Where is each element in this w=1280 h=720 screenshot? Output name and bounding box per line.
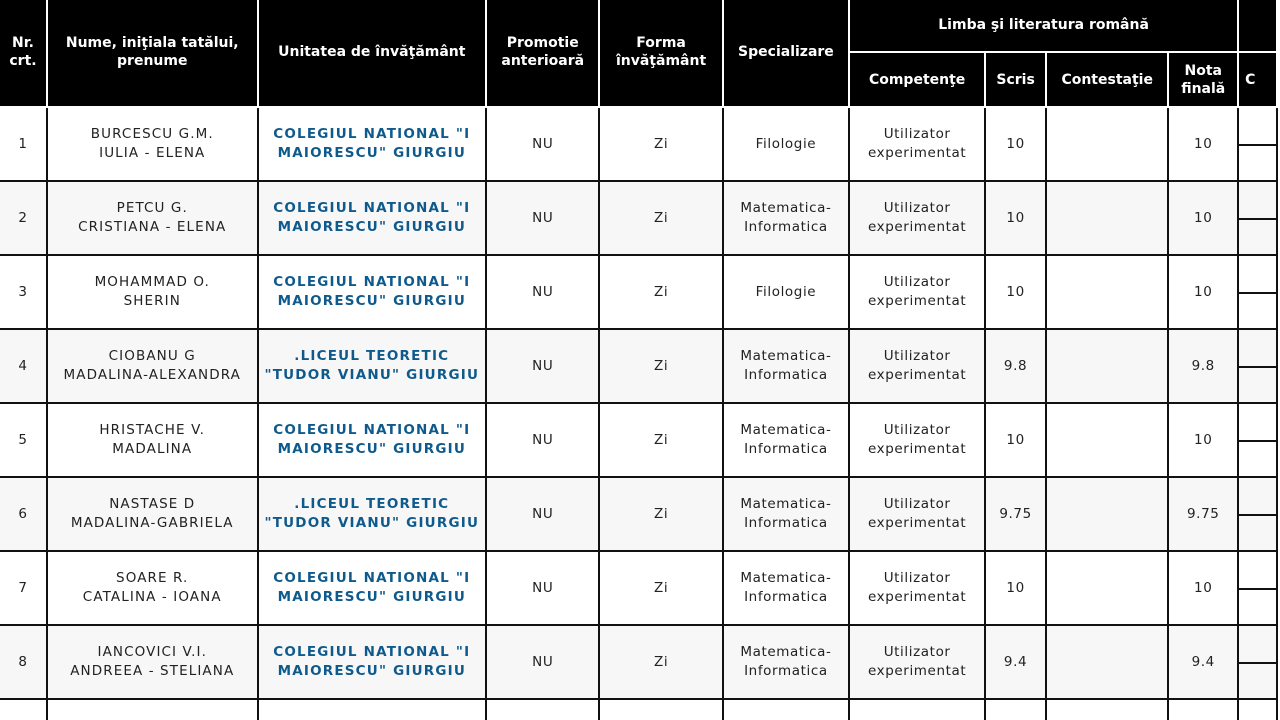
cell-specializare: Matematica- Informatica [723,329,849,403]
table-row [0,403,1277,477]
table-row [0,329,1277,403]
cell-next-partial [1238,107,1277,181]
cell-scris: 10 [985,107,1046,181]
cell-contestatie [1046,181,1168,255]
cell-specializare: Matematica- Informatica [723,477,849,551]
cell-divider [1239,292,1276,294]
cell-scris: 10 [985,403,1046,477]
cell-nr: 7 [0,551,47,625]
cell-specializare: Matematica- Informatica [723,625,849,699]
header-forma: Forma învăţământ [599,0,722,107]
cell-nr: 5 [0,403,47,477]
cell-school-link[interactable]: .LICEUL TEORETIC "TUDOR VIANU" GIURGIU [258,477,487,551]
cell-empty [47,699,258,720]
cell-competente: Utilizator experimentat [849,107,985,181]
cell-empty [1046,699,1168,720]
cell-contestatie [1046,107,1168,181]
cell-school-link[interactable]: COLEGIUL NATIONAL "I MAIORESCU" GIURGIU [258,107,487,181]
cell-school-link[interactable]: COLEGIUL NATIONAL "I MAIORESCU" GIURGIU [258,551,487,625]
cell-next-partial [1238,625,1277,699]
cell-competente: Utilizator experimentat [849,625,985,699]
header-scris: Scris [985,52,1046,107]
cell-scris: 10 [985,255,1046,329]
cell-empty [486,699,599,720]
cell-competente: Utilizator experimentat [849,181,985,255]
cell-nr: 6 [0,477,47,551]
cell-forma: Zi [599,107,722,181]
cell-contestatie [1046,477,1168,551]
cell-contestatie [1046,403,1168,477]
cell-specializare: Filologie [723,255,849,329]
cell-nota-finala: 10 [1168,403,1238,477]
cell-competente: Utilizator experimentat [849,329,985,403]
table-row [0,551,1277,625]
cell-empty [258,699,487,720]
cell-contestatie [1046,551,1168,625]
header-nume: Nume, iniţiala tatălui, prenume [47,0,258,107]
cell-competente: Utilizator experimentat [849,255,985,329]
cell-name: IANCOVICI V.I. ANDREEA - STELIANA [47,625,258,699]
cell-nota-finala: 10 [1168,255,1238,329]
cell-competente: Utilizator experimentat [849,477,985,551]
cell-competente: Utilizator experimentat [849,403,985,477]
cell-scris: 9.75 [985,477,1046,551]
cell-contestatie [1046,329,1168,403]
cell-contestatie [1046,255,1168,329]
cell-promotie: NU [486,403,599,477]
cell-divider [1239,588,1276,590]
header-promotie: Promotie anterioară [486,0,599,107]
header-nr: Nr. crt. [0,0,47,107]
cell-nr: 8 [0,625,47,699]
cell-school-link[interactable]: COLEGIUL NATIONAL "I MAIORESCU" GIURGIU [258,625,487,699]
cell-divider [1239,440,1276,442]
table-row [0,625,1277,699]
table-row [0,107,1277,181]
table-row-partial [0,699,1277,720]
cell-empty [723,699,849,720]
cell-nr: 3 [0,255,47,329]
cell-empty [1168,699,1238,720]
cell-nota-finala: 9.8 [1168,329,1238,403]
cell-next-partial [1238,181,1277,255]
cell-name: NASTASE D MADALINA-GABRIELA [47,477,258,551]
header-next-partial: C [1238,52,1277,107]
cell-divider [1239,514,1276,516]
cell-name: PETCU G. CRISTIANA - ELENA [47,181,258,255]
cell-nota-finala: 9.75 [1168,477,1238,551]
cell-school-link[interactable]: COLEGIUL NATIONAL "I MAIORESCU" GIURGIU [258,403,487,477]
cell-forma: Zi [599,551,722,625]
cell-school-link[interactable]: COLEGIUL NATIONAL "I MAIORESCU" GIURGIU [258,255,487,329]
cell-empty [599,699,722,720]
cell-nr: 4 [0,329,47,403]
cell-forma: Zi [599,477,722,551]
cell-promotie: NU [486,625,599,699]
cell-scris: 10 [985,551,1046,625]
cell-nota-finala: 10 [1168,107,1238,181]
cell-specializare: Matematica- Informatica [723,403,849,477]
cell-forma: Zi [599,625,722,699]
table-row [0,255,1277,329]
cell-forma: Zi [599,403,722,477]
cell-forma: Zi [599,181,722,255]
cell-promotie: NU [486,477,599,551]
cell-name: MOHAMMAD O. SHERIN [47,255,258,329]
cell-next-partial [1238,551,1277,625]
cell-next-partial [1238,403,1277,477]
cell-next-partial [1238,329,1277,403]
cell-empty [849,699,985,720]
cell-name: SOARE R. CATALINA - IOANA [47,551,258,625]
cell-name: HRISTACHE V. MADALINA [47,403,258,477]
cell-promotie: NU [486,181,599,255]
cell-divider [1239,218,1276,220]
table-row [0,181,1277,255]
cell-specializare: Filologie [723,107,849,181]
header-competente: Competenţe [849,52,985,107]
header-contestatie: Contestaţie [1046,52,1168,107]
cell-specializare: Matematica- Informatica [723,551,849,625]
cell-scris: 9.4 [985,625,1046,699]
cell-divider [1239,662,1276,664]
cell-promotie: NU [486,551,599,625]
cell-name: CIOBANU G MADALINA-ALEXANDRA [47,329,258,403]
cell-divider [1239,366,1276,368]
header-next-group [1238,0,1277,52]
cell-empty [985,699,1046,720]
cell-nr: 1 [0,107,47,181]
cell-promotie: NU [486,107,599,181]
cell-school-link[interactable]: COLEGIUL NATIONAL "I MAIORESCU" GIURGIU [258,181,487,255]
header-nota-finala: Nota finală [1168,52,1238,107]
cell-name: BURCESCU G.M. IULIA - ELENA [47,107,258,181]
cell-scris: 10 [985,181,1046,255]
results-body [0,107,1277,720]
cell-empty [1238,699,1277,720]
cell-divider [1239,144,1276,146]
header-group-romana: Limba şi literatura română [849,0,1238,52]
cell-nota-finala: 10 [1168,181,1238,255]
header-specializare: Specializare [723,0,849,107]
cell-scris: 9.8 [985,329,1046,403]
cell-next-partial [1238,255,1277,329]
cell-next-partial [1238,477,1277,551]
cell-nota-finala: 9.4 [1168,625,1238,699]
header-unitatea: Unitatea de învăţământ [258,0,487,107]
cell-promotie: NU [486,255,599,329]
cell-nota-finala: 10 [1168,551,1238,625]
cell-competente: Utilizator experimentat [849,551,985,625]
cell-contestatie [1046,625,1168,699]
cell-school-link[interactable]: .LICEUL TEORETIC "TUDOR VIANU" GIURGIU [258,329,487,403]
table-row [0,477,1277,551]
cell-forma: Zi [599,329,722,403]
cell-nr: 2 [0,181,47,255]
cell-specializare: Matematica- Informatica [723,181,849,255]
cell-promotie: NU [486,329,599,403]
cell-forma: Zi [599,255,722,329]
cell-empty [0,699,47,720]
